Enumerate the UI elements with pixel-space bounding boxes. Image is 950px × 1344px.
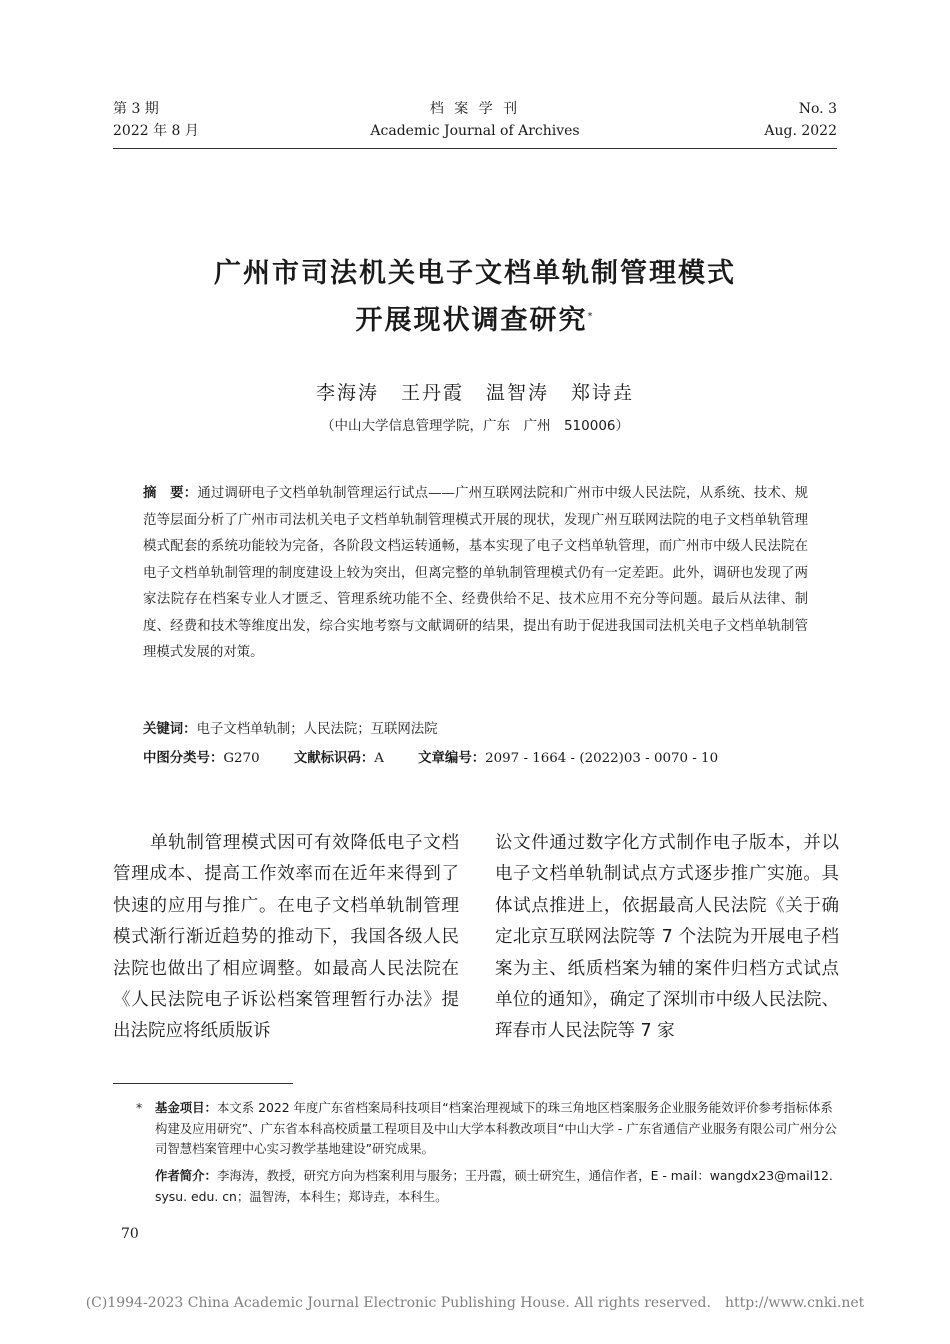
- copyright-text: (C)1994-2023 China Academic Journal Electronic Publishing House. All rights reserved.: [85, 1295, 711, 1311]
- page-number: 70: [121, 1226, 139, 1242]
- author-bio-label: 作者简介：: [155, 1168, 217, 1183]
- footnote-author-bio: [155, 1166, 838, 1207]
- clc-label: 中图分类号：: [143, 751, 224, 766]
- affiliation: （中山大学信息管理学院，广东 广州 510006）: [320, 418, 630, 434]
- author-bio-text: 李海涛，教授，研究方向为档案利用与服务；王丹霞，硕士研究生，通信作者，E - mail：wangdx23@mail12. sysu. edu. cn；温智涛，本科生；郑诗垚，本科生。: [155, 1168, 833, 1204]
- journal-name-en: Academic Journal of Archives: [370, 123, 580, 139]
- author-name: 温智涛: [486, 382, 550, 404]
- footnote-fund: [136, 1098, 838, 1160]
- fund-label: 基金项目：: [155, 1100, 217, 1115]
- article-number-label: 文章编号：: [418, 751, 486, 766]
- title-line-2: [0, 303, 950, 339]
- author-name: 郑诗垚: [571, 382, 635, 404]
- title-line-1: 广州市司法机关电子文档单轨制管理模式: [214, 258, 736, 289]
- header-rule: [113, 148, 837, 149]
- issue-no-en: No. 3: [798, 101, 837, 117]
- clc-value: G270: [223, 751, 260, 766]
- title-footnote-mark: *: [587, 311, 595, 322]
- running-header-right: [764, 98, 837, 142]
- issue-month-en: Aug. 2022: [764, 123, 837, 139]
- keywords-text: 电子文档单轨制；人民法院；互联网法院: [196, 722, 438, 737]
- issue-number: 第 3 期: [113, 101, 159, 117]
- doc-code-label: 文献标识码：: [293, 751, 375, 766]
- copyright-notice: [0, 1295, 950, 1311]
- title-line-2-text: 开展现状调查研究: [355, 305, 588, 336]
- keywords-label: 关键词：: [143, 722, 197, 737]
- body-column-left: 单轨制管理模式因可有效降低电子文档管理成本、提高工作效率而在近年来得到了快速的应用与推广。在电子文档单轨制管理模式渐行渐近趋势的推动下，我国各级人民法院也做出了相应调整。如最高人民法院在《人民法院电子诉讼档案管理暂行办法》提出法院应将纸质版诉: [113, 833, 459, 1042]
- author-name: 王丹霞: [400, 382, 464, 404]
- article-number-value: 2097 - 1664 - (2022)03 - 0070 - 10: [485, 751, 719, 766]
- journal-name-cn: 档 案 学 刊: [429, 101, 521, 117]
- footnote-star: *: [136, 1100, 143, 1115]
- classification-line: [143, 746, 843, 772]
- keywords: [143, 717, 438, 743]
- fund-text: 本文系 2022 年度广东省档案局科技项目“档案治理视域下的珠三角地区档案服务企业服务能效评价参考指标体系构建及应用研究”、广东省本科高校质量工程项目及中山大学本科教改项目“中山大学 - 广东省通信产业服务有限公司广州分公司智慧档案管理中心实习教学基地建设”研究成果。: [155, 1100, 837, 1156]
- abstract-label: 摘 要：: [143, 486, 198, 501]
- body-column-right: 讼文件通过数字化方式制作电子版本，并以电子文档单轨制试点方式逐步推广实施。具体试点推进上，依据最高人民法院《关于确定北京互联网法院等 7 个法院为开展电子档案为主、纸质档案为辅的案件归档方式试点单位的通知》，确定了深圳市中级人民法院、珲春市人民法院等 7 家: [495, 833, 839, 1042]
- doc-code-value: A: [374, 751, 384, 766]
- abstract: [143, 481, 808, 667]
- footnote-rule: [113, 1083, 293, 1084]
- copyright-url: http://www.cnki.net: [724, 1295, 865, 1311]
- author-name: 李海涛: [315, 382, 379, 404]
- abstract-text: 通过调研电子文档单轨制管理运行试点——广州互联网法院和广州市中级人民法院，从系统、技术、规范等层面分析了广州市司法机关电子文档单轨制管理模式开展的现状，发现广州互联网法院的电子文档单轨管理模式配套的系统功能较为完备，各阶段文档运转通畅，基本实现了电子文档单轨管理，而广州市中级人民法院在电子文档单轨制管理的制度建设上较为突出，但离完整的单轨制管理模式仍有一定差距。此外，调研也发现了两家法院存在档案专业人才匮乏、管理系统功能不全、经费供给不足、技术应用不充分等问题。最后从法律、制度、经费和技术等维度出发，综合实地考察与文献调研的结果，提出有助于促进我国司法机关电子文档单轨制管理模式发展的对策。: [143, 486, 809, 660]
- issue-date: 2022 年 8 月: [113, 123, 199, 139]
- author-list: [0, 378, 950, 405]
